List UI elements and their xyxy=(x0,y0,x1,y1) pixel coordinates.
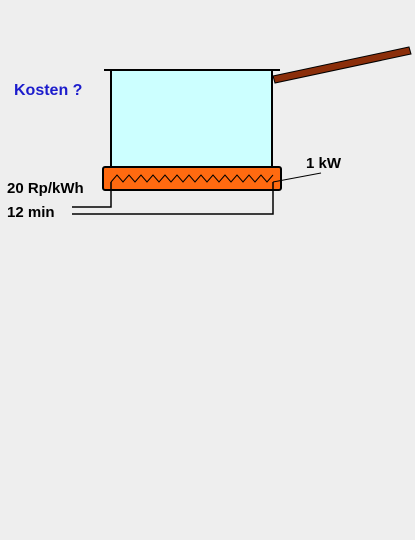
electricity-price-label: 20 Rp/kWh xyxy=(7,180,84,197)
cost-question-label: Kosten ? xyxy=(14,82,83,99)
power-label: 1 kW xyxy=(306,155,342,172)
pot-water xyxy=(111,70,272,167)
duration-label: 12 min xyxy=(7,204,55,221)
pot-handle xyxy=(273,47,411,83)
